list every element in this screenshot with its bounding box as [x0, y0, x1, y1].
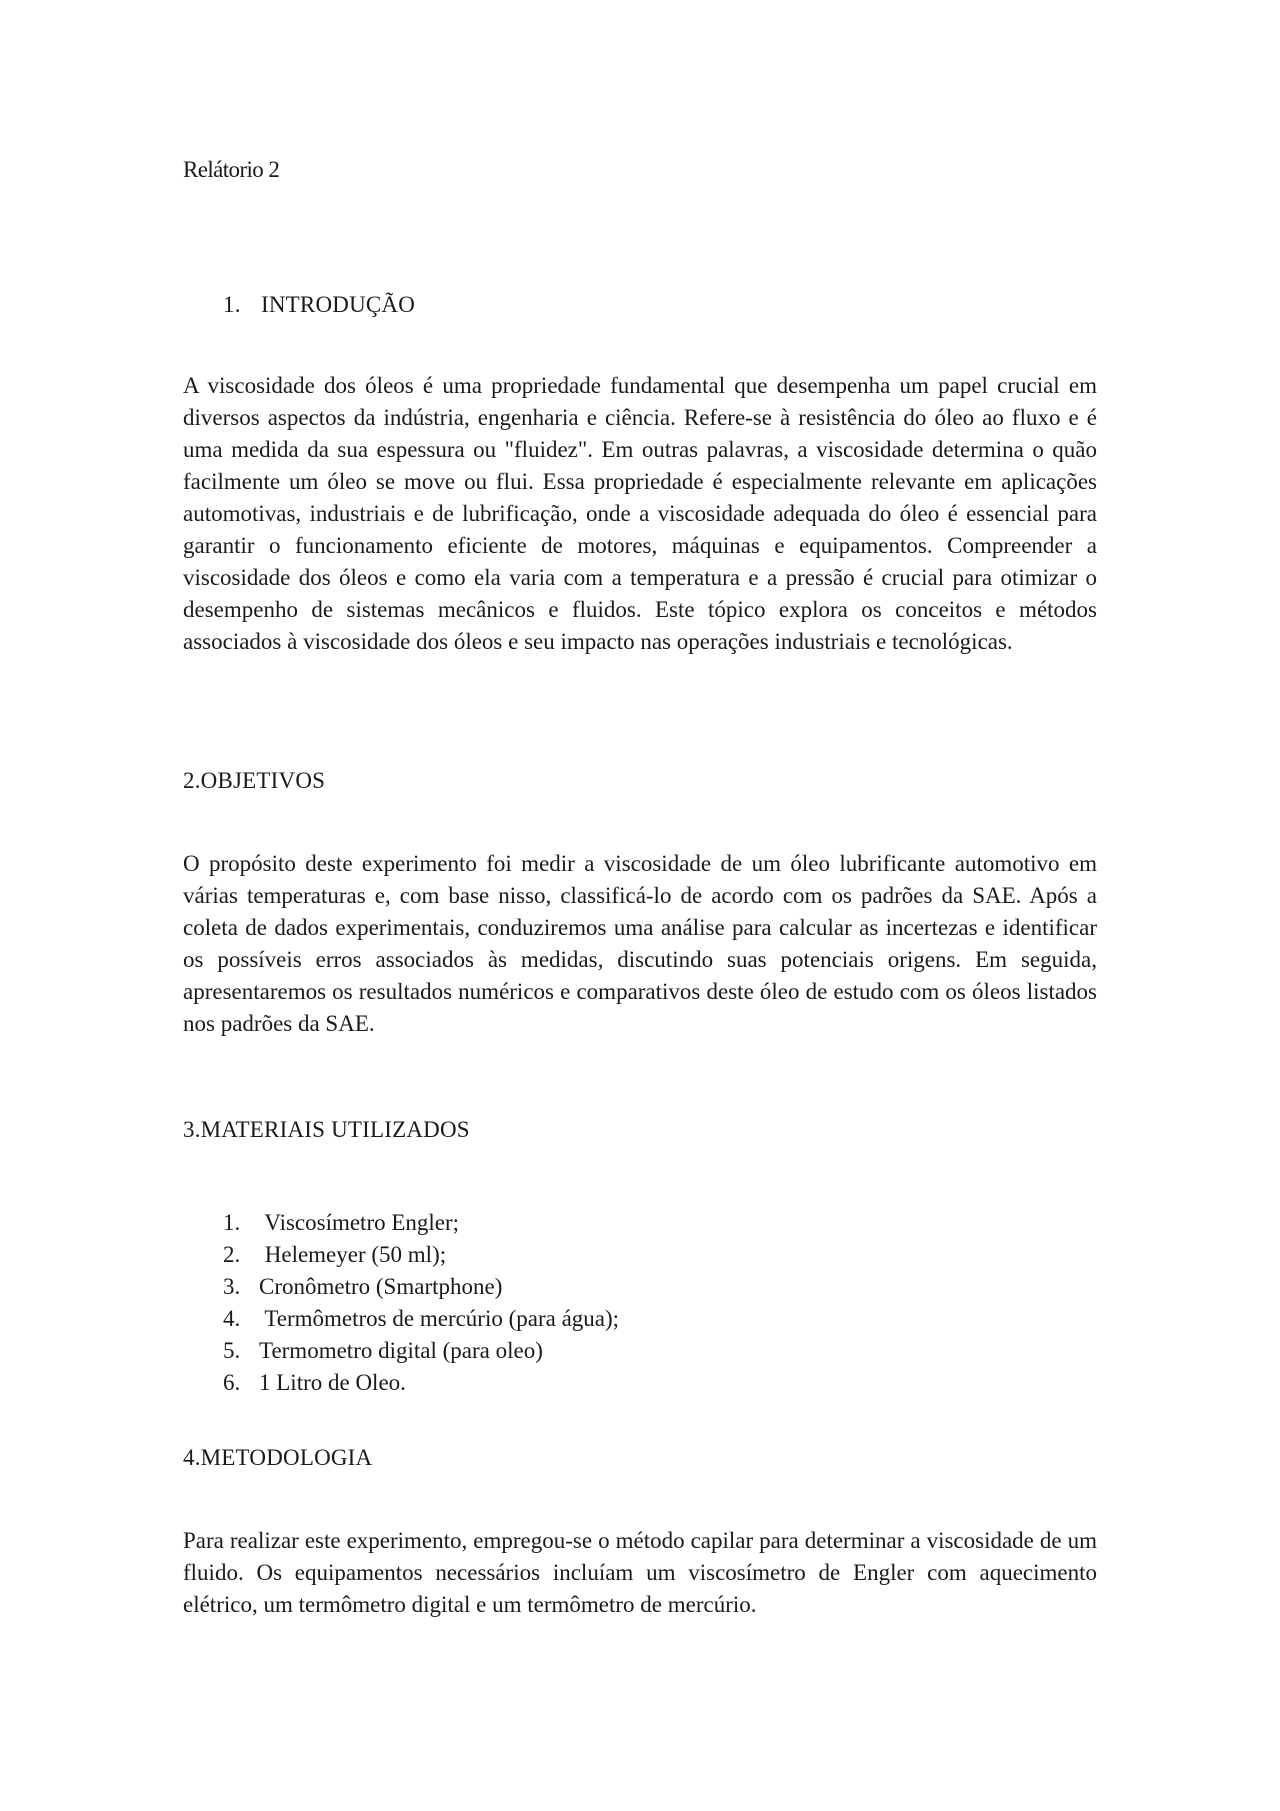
- list-item: [223, 1271, 619, 1303]
- list-item-number: 1.: [223, 1210, 241, 1235]
- list-item: [223, 1303, 619, 1335]
- list-item-number: 5.: [223, 1338, 241, 1363]
- section-heading-methodology: 4.METODOLOGIA: [183, 1445, 373, 1470]
- list-item-number: 2.: [223, 1242, 241, 1267]
- section-heading-materials: 3.MATERIAIS UTILIZADOS: [183, 1117, 470, 1142]
- list-item-text: Termometro digital (para oleo): [259, 1338, 543, 1363]
- list-item: [223, 1335, 619, 1367]
- methodology-paragraph: Para realizar este experimento, empregou-se o método capilar para determinar a viscosidade de um fluido. Os equipamentos necessários incluíam um viscosímetro de Engler com aquecimento elétrico, um termômetro digital e um termômetro de mercúrio.: [183, 1528, 1097, 1617]
- list-item: [223, 1367, 619, 1399]
- list-item: [223, 1239, 619, 1271]
- section-heading-introduction: [223, 290, 415, 320]
- list-item-number: 6.: [223, 1370, 241, 1395]
- list-item-number: 3.: [223, 1274, 241, 1299]
- objectives-paragraph: O propósito deste experimento foi medir a viscosidade de um óleo lubrificante automotivo em várias temperaturas e, com base nisso, classificá-lo de acordo com os padrões da SAE. Após a coleta de dados experimentais, conduziremos uma análise para calcular as incertezas e identificar os possíveis erros associados às medidas, discutindo suas potenciais origens. Em seguida, apresentaremos os resultados numéricos e comparativos deste óleo de estudo com os óleos listados nos padrões da SAE.: [183, 851, 1097, 1036]
- list-item-text: Termômetros de mercúrio (para água);: [259, 1306, 620, 1331]
- section-heading-objectives: 2.OBJETIVOS: [183, 768, 326, 793]
- list-item-text: 1 Litro de Oleo.: [259, 1370, 406, 1395]
- list-item-text: Helemeyer (50 ml);: [259, 1242, 447, 1267]
- list-item-text: Viscosímetro Engler;: [259, 1210, 460, 1235]
- introduction-paragraph: A viscosidade dos óleos é uma propriedade fundamental que desempenha um papel crucial em diversos aspectos da indústria, engenharia e ciência. Refere-se à resistência do óleo ao fluxo e é uma medida da sua espessura ou "fluidez". Em outras palavras, a viscosidade determina o quão facilmente um óleo se move ou flui. Essa propriedade é especialmente relevante em aplicações automotivas, industriais e de lubrificação, onde a viscosidade adequada do óleo é essencial para garantir o funcionamento eficiente de motores, máquinas e equipamentos. Compreender a viscosidade dos óleos e como ela varia com a temperatura e a pressão é crucial para otimizar o desempenho de sistemas mecânicos e fluidos. Este tópico explora os conceitos e métodos associados à viscosidade dos óleos e seu impacto nas operações industriais e tecnológicas.: [183, 373, 1097, 654]
- list-item: [223, 1207, 619, 1239]
- section-heading-text: INTRODUÇÃO: [261, 292, 416, 317]
- document-title: Relátorio 2: [183, 157, 280, 182]
- materials-list: [223, 1207, 619, 1399]
- list-item-text: Cronômetro (Smartphone): [259, 1274, 503, 1299]
- list-item-number: 4.: [223, 1306, 241, 1331]
- section-number: 1.: [223, 292, 241, 317]
